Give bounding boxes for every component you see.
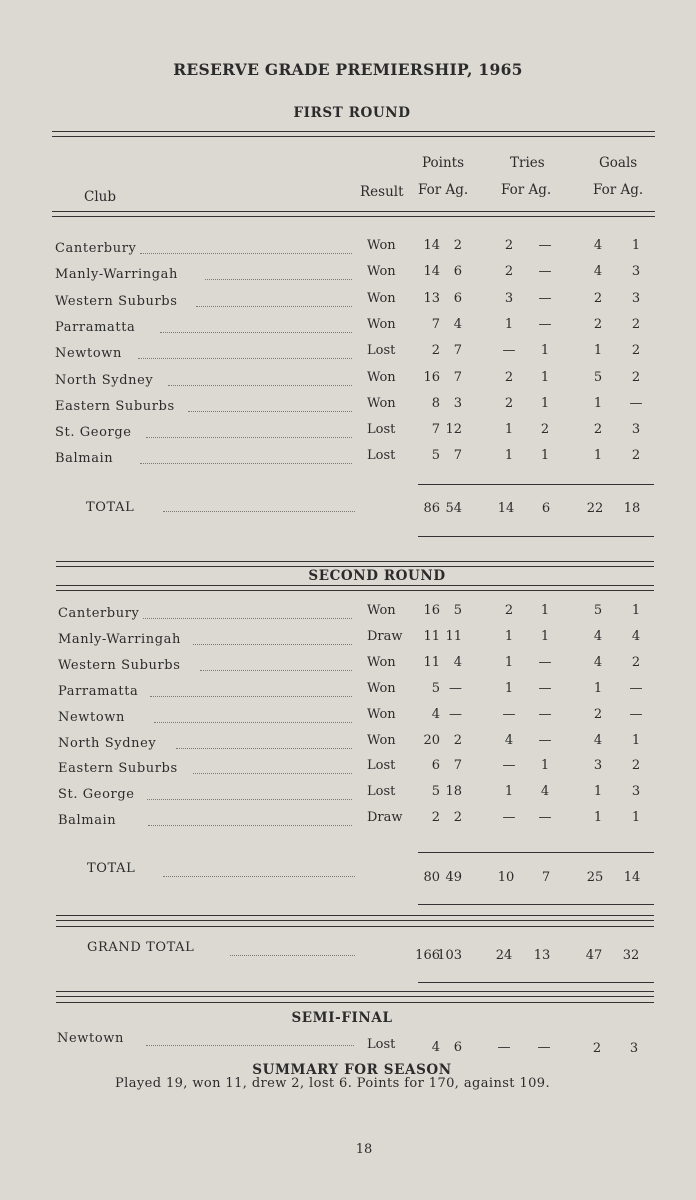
second-total-ta: 7 [541,870,551,885]
header-club: Club [84,189,116,205]
goals-against-cell: 1 [631,603,641,618]
tries-for-cell: 1 [504,317,514,332]
tries-against-cell: 1 [540,758,550,773]
club-name: Canterbury [58,606,140,621]
tries-for-cell: 1 [504,681,514,696]
rule [56,991,654,992]
leader-dots [146,437,352,438]
points-for-cell: 7 [431,317,440,332]
result-cell: Won [367,603,396,618]
semi-pf: 4 [431,1040,440,1055]
goals-against-cell: 1 [631,733,641,748]
semi-ta: — [537,1040,551,1055]
rule [418,484,654,485]
grand-total-pa: 103 [437,948,462,963]
rule [56,585,654,586]
result-cell: Lost [367,422,396,437]
leader-dots [176,748,352,749]
points-for-cell: 5 [431,681,440,696]
goals-against-cell: — [629,707,643,722]
goals-for-cell: 1 [593,681,603,696]
rule [418,852,654,853]
tries-for-cell: — [502,758,516,773]
club-name: St. George [58,787,135,802]
tries-against-cell: — [538,291,552,306]
result-cell: Lost [367,758,396,773]
first-total-tf: 14 [497,501,515,516]
points-for-cell: 8 [431,396,440,411]
rule [56,926,654,927]
second-total-pf: 80 [423,870,440,885]
header-tries: Tries [510,155,545,171]
leader-dots [154,722,352,723]
points-for-cell: 14 [423,238,440,253]
tries-against-cell: 1 [540,448,550,463]
first-total-ta: 6 [541,501,551,516]
points-against-cell: 18 [445,784,462,799]
rule [56,996,654,997]
first-round-heading: FIRST ROUND [293,105,411,121]
header-tries-for-ag: For Ag. [501,182,552,198]
goals-against-cell: — [629,681,643,696]
rule [56,920,654,921]
leader-dots [140,253,352,254]
club-name: Newtown [55,346,122,361]
rule [52,136,655,137]
summary-text: Played 19, won 11, drew 2, lost 6. Points for 170, against 109. [115,1076,550,1091]
leader-dots [163,876,355,877]
tries-against-cell: 4 [540,784,550,799]
result-cell: Won [367,707,396,722]
second-total-tf: 10 [497,870,515,885]
tries-for-cell: 2 [504,603,514,618]
club-name: Manly-Warringah [55,267,179,282]
grand-total-ta: 13 [533,948,551,963]
semi-pa: 6 [453,1040,462,1055]
tries-against-cell: 1 [540,629,550,644]
leader-dots [188,411,352,412]
rule [56,566,654,567]
rule [52,131,655,132]
tries-against-cell: — [538,733,552,748]
tries-against-cell: — [538,317,552,332]
semi-final-heading: SEMI-FINAL [291,1010,393,1026]
semi-tf: — [497,1040,511,1055]
result-cell: Won [367,396,396,411]
tries-for-cell: 2 [504,370,514,385]
points-against-cell: 11 [445,629,462,644]
leader-dots [163,511,355,512]
semi-result: Lost [367,1037,396,1052]
goals-against-cell: 2 [631,343,641,358]
result-cell: Lost [367,343,396,358]
rule [56,915,654,916]
goals-against-cell: 2 [631,655,641,670]
goals-against-cell: 3 [631,422,641,437]
points-for-cell: 16 [423,370,440,385]
leader-dots [143,618,352,619]
result-cell: Won [367,655,396,670]
goals-against-cell: 2 [631,758,641,773]
goals-for-cell: 4 [593,629,603,644]
rule [52,216,655,217]
rule [56,590,654,591]
second-total-ga: 14 [623,870,641,885]
goals-for-cell: 1 [593,448,603,463]
goals-against-cell: 3 [631,291,641,306]
points-for-cell: 11 [423,655,440,670]
leader-dots [193,644,352,645]
result-cell: Won [367,370,396,385]
goals-against-cell: 1 [631,810,641,825]
goals-against-cell: 2 [631,370,641,385]
goals-against-cell: 1 [631,238,641,253]
summary-heading: SUMMARY FOR SEASON [252,1062,452,1078]
points-for-cell: 13 [423,291,440,306]
club-name: Balmain [58,813,117,828]
leader-dots [200,670,352,671]
leader-dots [140,463,352,464]
semi-club: Newtown [57,1031,124,1046]
tries-for-cell: 3 [504,291,514,306]
points-against-cell: 2 [453,238,462,253]
goals-for-cell: 1 [593,784,603,799]
club-name: Parramatta [55,320,136,335]
header-goals-for-ag: For Ag. [593,182,644,198]
rule [52,211,655,212]
leader-dots [205,279,352,280]
goals-for-cell: 4 [593,264,603,279]
leader-dots [147,799,352,800]
goals-for-cell: 2 [593,291,603,306]
club-name: Parramatta [58,684,139,699]
club-name: Canterbury [55,241,137,256]
points-against-cell: — [449,681,462,696]
leader-dots [150,696,352,697]
tries-for-cell: 2 [504,264,514,279]
tries-for-cell: 1 [504,655,514,670]
points-for-cell: 2 [431,343,440,358]
result-cell: Won [367,264,396,279]
points-against-cell: 7 [453,343,462,358]
club-name: Eastern Suburbs [55,399,175,414]
club-name: St. George [55,425,132,440]
points-against-cell: 5 [453,603,462,618]
points-against-cell: 2 [453,810,462,825]
points-for-cell: 20 [423,733,440,748]
points-for-cell: 5 [431,448,440,463]
second-total-label: TOTAL [87,861,136,876]
first-total-ga: 18 [623,501,641,516]
tries-for-cell: 4 [504,733,514,748]
leader-dots [160,332,352,333]
points-against-cell: 3 [453,396,462,411]
result-cell: Won [367,291,396,306]
points-for-cell: 2 [431,810,440,825]
points-for-cell: 16 [423,603,440,618]
semi-gf: 2 [592,1041,602,1056]
first-total-pa: 54 [445,501,462,516]
leader-dots [230,955,355,956]
tries-for-cell: — [502,707,516,722]
tries-against-cell: — [538,238,552,253]
goals-against-cell: 4 [631,629,641,644]
goals-for-cell: 1 [593,810,603,825]
goals-for-cell: 2 [593,422,603,437]
header-points-for-ag: For Ag. [418,182,469,198]
second-round-heading: SECOND ROUND [308,568,446,584]
second-total-gf: 25 [586,870,604,885]
points-against-cell: 7 [453,448,462,463]
rule [56,561,654,562]
page-title: RESERVE GRADE PREMIERSHIP, 1965 [173,60,523,79]
result-cell: Lost [367,784,396,799]
club-name: Western Suburbs [55,294,178,309]
rule [418,904,654,905]
header-result: Result [360,184,404,200]
leader-dots [196,306,352,307]
club-name: North Sydney [58,736,157,751]
tries-against-cell: 2 [540,422,550,437]
points-against-cell: 4 [453,317,462,332]
points-against-cell: 6 [453,264,462,279]
header-goals: Goals [599,155,638,171]
points-against-cell: 7 [453,758,462,773]
tries-against-cell: — [538,264,552,279]
tries-for-cell: 1 [504,422,514,437]
points-against-cell: 4 [453,655,462,670]
points-for-cell: 5 [431,784,440,799]
goals-for-cell: 5 [593,603,603,618]
result-cell: Won [367,238,396,253]
tries-for-cell: 2 [504,238,514,253]
result-cell: Won [367,733,396,748]
club-name: Manly-Warringah [58,632,182,647]
points-against-cell: — [449,707,462,722]
tries-against-cell: 1 [540,370,550,385]
grand-total-ga: 32 [622,948,640,963]
goals-for-cell: 5 [593,370,603,385]
points-for-cell: 11 [423,629,440,644]
rule [418,536,654,537]
goals-against-cell: 2 [631,317,641,332]
first-total-pf: 86 [423,501,440,516]
grand-total-tf: 24 [495,948,513,963]
leader-dots [168,385,352,386]
goals-against-cell: 3 [631,264,641,279]
club-name: Western Suburbs [58,658,181,673]
club-name: North Sydney [55,373,154,388]
tries-against-cell: 1 [540,343,550,358]
goals-against-cell: — [629,396,643,411]
tries-against-cell: 1 [540,603,550,618]
tries-for-cell: — [502,343,516,358]
goals-for-cell: 1 [593,343,603,358]
result-cell: Won [367,317,396,332]
result-cell: Draw [367,629,403,644]
tries-against-cell: — [538,810,552,825]
grand-total-label: GRAND TOTAL [87,940,195,955]
points-for-cell: 7 [431,422,440,437]
leader-dots [193,773,352,774]
goals-against-cell: 2 [631,448,641,463]
points-for-cell: 6 [431,758,440,773]
goals-for-cell: 4 [593,733,603,748]
goals-against-cell: 3 [631,784,641,799]
goals-for-cell: 3 [593,758,603,773]
tries-for-cell: 2 [504,396,514,411]
goals-for-cell: 2 [593,707,603,722]
leader-dots [138,358,352,359]
club-name: Eastern Suburbs [58,761,178,776]
result-cell: Lost [367,448,396,463]
points-against-cell: 2 [453,733,462,748]
first-total-gf: 22 [586,501,604,516]
goals-for-cell: 4 [593,655,603,670]
rule [56,1002,654,1003]
goals-for-cell: 4 [593,238,603,253]
tries-for-cell: 1 [504,629,514,644]
grand-total-pf: 166 [415,948,440,963]
tries-for-cell: — [502,810,516,825]
points-against-cell: 12 [445,422,462,437]
club-name: Balmain [55,451,114,466]
tries-for-cell: 1 [504,448,514,463]
second-total-pa: 49 [445,870,462,885]
first-total-label: TOTAL [86,500,135,515]
points-against-cell: 7 [453,370,462,385]
points-against-cell: 6 [453,291,462,306]
grand-total-gf: 47 [585,948,603,963]
club-name: Newtown [58,710,125,725]
tries-against-cell: — [538,707,552,722]
goals-for-cell: 1 [593,396,603,411]
tries-against-cell: — [538,655,552,670]
header-points: Points [422,155,465,171]
tries-for-cell: 1 [504,784,514,799]
page-number: 18 [355,1142,373,1157]
tries-against-cell: — [538,681,552,696]
rule [418,982,654,983]
leader-dots [146,1045,354,1046]
result-cell: Draw [367,810,403,825]
tries-against-cell: 1 [540,396,550,411]
points-for-cell: 14 [423,264,440,279]
result-cell: Won [367,681,396,696]
goals-for-cell: 2 [593,317,603,332]
semi-ga: 3 [629,1041,639,1056]
leader-dots [148,825,352,826]
points-for-cell: 4 [431,707,440,722]
